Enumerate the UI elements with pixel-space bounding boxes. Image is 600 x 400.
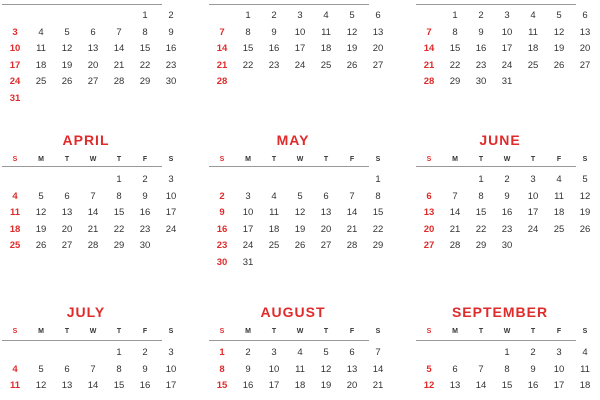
day-cell[interactable]: 25 [553,223,565,235]
day-cell[interactable]: 2 [142,347,148,358]
day-cell[interactable]: 2 [245,347,251,358]
day-cell[interactable]: 14 [113,43,125,54]
day-cell[interactable]: 14 [346,207,358,218]
weekday-label: S [168,156,174,163]
month-divider [416,166,576,167]
day-cell[interactable]: 23 [475,59,487,71]
day-cell[interactable]: 9 [168,26,174,38]
weekday-label: M [452,156,458,163]
day-cell[interactable]: 22 [242,59,254,71]
day-cell[interactable]: 16 [527,380,539,391]
day-cell[interactable]: 8 [478,190,484,202]
day-cell[interactable]: 15 [139,43,151,54]
day-cell[interactable]: 17 [242,223,254,235]
day-cell[interactable]: 15 [216,380,228,391]
month-divider [2,166,162,167]
weekday-label: S [426,328,432,335]
day-cell[interactable]: 19 [553,43,565,54]
day-cell[interactable]: 15 [475,207,487,218]
day-cell[interactable]: 7 [426,26,432,38]
day-cell[interactable]: 1 [245,10,251,21]
day-cell[interactable]: 20 [579,43,591,54]
day-cell[interactable]: 15 [372,207,384,218]
day-cell[interactable]: 13 [372,26,384,38]
day-cell[interactable]: 14 [216,43,228,54]
day-cell[interactable]: 25 [320,59,332,71]
weekday-label: M [38,328,44,335]
weekday-label: W [89,328,97,335]
day-cell[interactable]: 14 [87,207,99,218]
day-cell[interactable]: 13 [423,207,435,218]
day-cell[interactable]: 28 [216,76,228,87]
day-cell[interactable]: 10 [268,363,280,375]
day-cell[interactable]: 7 [452,190,458,202]
day-cell[interactable]: 31 [9,92,21,104]
day-cell[interactable]: 30 [501,240,513,251]
weekday-label: F [349,156,355,163]
weekday-label: S [375,156,381,163]
day-cell[interactable]: 16 [475,43,487,54]
day-cell[interactable]: 25 [9,240,21,251]
day-cell[interactable]: 26 [579,223,591,235]
day-cell[interactable]: 5 [426,363,432,375]
day-cell[interactable]: 5 [38,363,44,375]
weekday-label: T [64,156,70,163]
day-cell[interactable]: 29 [372,240,384,251]
day-cell[interactable]: 12 [346,26,358,38]
day-cell[interactable]: 3 [271,347,277,358]
weekday-label: S [12,328,18,335]
day-cell[interactable]: 20 [61,223,73,235]
day-cell[interactable]: 12 [35,380,47,391]
day-cell[interactable]: 20 [423,223,435,235]
day-cell[interactable]: 24 [165,223,177,235]
day-cell[interactable]: 3 [168,174,174,185]
day-cell[interactable]: 7 [349,190,355,202]
day-cell[interactable]: 14 [423,43,435,54]
day-cell[interactable]: 2 [504,174,510,185]
day-cell[interactable]: 29 [475,240,487,251]
day-cell[interactable]: 5 [64,26,70,38]
day-cell[interactable]: 1 [478,174,484,185]
day-cell[interactable]: 9 [504,190,510,202]
weekday-label: T [64,328,70,335]
weekday-label: F [349,328,355,335]
month-divider [416,4,576,5]
day-cell[interactable]: 19 [35,223,47,235]
day-cell[interactable]: 13 [320,207,332,218]
day-cell[interactable]: 16 [139,380,151,391]
day-cell[interactable]: 7 [90,363,96,375]
day-cell[interactable]: 15 [501,380,513,391]
day-cell[interactable]: 22 [372,223,384,235]
day-cell[interactable]: 28 [113,76,125,87]
day-cell[interactable]: 14 [475,380,487,391]
day-cell[interactable]: 9 [245,363,251,375]
day-cell[interactable]: 12 [320,363,332,375]
day-cell[interactable]: 28 [87,240,99,251]
day-cell[interactable]: 22 [113,223,125,235]
day-cell[interactable]: 10 [527,190,539,202]
day-cell[interactable]: 7 [219,26,225,38]
day-cell[interactable]: 6 [375,10,381,21]
day-cell[interactable]: 31 [501,76,513,87]
day-cell[interactable]: 18 [320,43,332,54]
day-cell[interactable]: 13 [579,26,591,38]
day-cell[interactable]: 5 [38,190,44,202]
weekday-label: T [478,156,484,163]
month-title: JULY [66,304,106,320]
day-cell[interactable]: 3 [556,347,562,358]
day-cell[interactable]: 11 [295,363,305,375]
day-cell[interactable]: 25 [35,76,47,87]
day-cell[interactable]: 1 [219,347,225,358]
day-cell[interactable]: 6 [426,190,432,202]
day-cell[interactable]: 4 [12,363,18,375]
weekday-label: F [556,328,562,335]
day-cell[interactable]: 8 [116,190,122,202]
day-cell[interactable]: 7 [375,347,381,358]
day-cell[interactable]: 2 [478,10,484,21]
day-cell[interactable]: 13 [449,380,461,391]
day-cell[interactable]: 16 [139,207,151,218]
weekday-label: T [271,328,277,335]
weekday-label: F [142,328,148,335]
weekday-label: T [323,156,329,163]
weekday-label: S [219,156,225,163]
weekday-label: W [89,156,97,163]
day-cell[interactable]: 19 [61,59,73,71]
day-cell[interactable]: 24 [9,76,21,87]
day-cell[interactable]: 16 [242,380,254,391]
day-cell[interactable]: 5 [556,10,562,21]
day-cell[interactable]: 17 [165,380,177,391]
day-cell[interactable]: 4 [38,26,44,38]
day-cell[interactable]: 2 [271,10,277,21]
day-cell[interactable]: 17 [527,207,539,218]
day-cell[interactable]: 7 [90,190,96,202]
day-cell[interactable]: 8 [504,363,510,375]
day-cell[interactable]: 26 [61,76,73,87]
day-cell[interactable]: 16 [268,43,280,54]
day-cell[interactable]: 22 [475,223,487,235]
day-cell[interactable]: 9 [271,26,277,38]
day-cell[interactable]: 16 [216,223,228,235]
weekday-label: W [503,156,511,163]
day-cell[interactable]: 10 [294,26,306,38]
day-cell[interactable]: 20 [372,43,384,54]
day-cell[interactable]: 14 [449,207,461,218]
month-divider [416,340,576,341]
day-cell[interactable]: 16 [501,207,513,218]
day-cell[interactable]: 16 [165,43,177,54]
day-cell[interactable]: 17 [268,380,280,391]
day-cell[interactable]: 3 [297,10,303,21]
day-cell[interactable]: 9 [478,26,484,38]
day-cell[interactable]: 19 [579,207,591,218]
day-cell[interactable]: 27 [87,76,99,87]
weekday-label: S [168,328,174,335]
day-cell[interactable]: 13 [87,43,99,54]
day-cell[interactable]: 6 [582,10,588,21]
day-cell[interactable]: 12 [61,43,73,54]
day-cell[interactable]: 10 [553,363,565,375]
weekday-label: T [116,328,122,335]
day-cell[interactable]: 14 [372,363,384,375]
day-cell[interactable]: 21 [113,59,125,71]
day-cell[interactable]: 1 [452,10,458,21]
day-cell[interactable]: 15 [242,43,254,54]
day-cell[interactable]: 11 [528,26,538,38]
day-cell[interactable]: 19 [320,380,332,391]
day-cell[interactable]: 18 [294,380,306,391]
day-cell[interactable]: 15 [449,43,461,54]
day-cell[interactable]: 6 [90,26,96,38]
day-cell[interactable]: 9 [142,190,148,202]
weekday-label: M [38,156,44,163]
day-cell[interactable]: 12 [35,207,47,218]
day-cell[interactable]: 11 [554,190,564,202]
month-divider [209,166,369,167]
day-cell[interactable]: 13 [61,207,73,218]
day-cell[interactable]: 4 [297,347,303,358]
day-cell[interactable]: 10 [165,190,177,202]
day-cell[interactable]: 5 [323,347,329,358]
day-cell[interactable]: 28 [423,76,435,87]
weekday-label: F [142,156,148,163]
day-cell[interactable]: 10 [501,26,513,38]
day-cell[interactable]: 23 [139,223,151,235]
day-cell[interactable]: 21 [423,59,435,71]
weekday-label: M [452,328,458,335]
day-cell[interactable]: 17 [501,43,513,54]
weekday-label: S [582,156,588,163]
day-cell[interactable]: 13 [346,363,358,375]
month-title: MAY [276,132,310,148]
month-divider [2,4,162,5]
day-cell[interactable]: 23 [268,59,280,71]
day-cell[interactable]: 2 [142,174,148,185]
day-cell[interactable]: 29 [139,76,151,87]
day-cell[interactable]: 10 [165,363,177,375]
day-cell[interactable]: 20 [346,380,358,391]
day-cell[interactable]: 9 [530,363,536,375]
day-cell[interactable]: 12 [553,26,565,38]
day-cell[interactable]: 2 [219,190,225,202]
weekday-label: T [323,328,329,335]
month-title: JUNE [479,132,521,148]
day-cell[interactable]: 10 [9,43,21,54]
day-cell[interactable]: 15 [113,207,125,218]
day-cell[interactable]: 4 [582,347,588,358]
day-cell[interactable]: 5 [297,190,303,202]
weekday-label: S [12,156,18,163]
day-cell[interactable]: 11 [580,363,590,375]
day-cell[interactable]: 26 [346,59,358,71]
day-cell[interactable]: 30 [216,256,228,268]
day-cell[interactable]: 4 [323,10,329,21]
day-cell[interactable]: 24 [294,59,306,71]
day-cell[interactable]: 27 [372,59,384,71]
weekday-label: W [503,328,511,335]
day-cell[interactable]: 5 [349,10,355,21]
day-cell[interactable]: 9 [219,207,225,218]
day-cell[interactable]: 4 [271,190,277,202]
month-divider [2,340,162,341]
weekday-label: W [296,328,304,335]
day-cell[interactable]: 17 [553,380,565,391]
day-cell[interactable]: 11 [36,43,46,54]
day-cell[interactable]: 13 [61,380,73,391]
day-cell[interactable]: 21 [87,223,99,235]
day-cell[interactable]: 5 [582,174,588,185]
day-cell[interactable]: 8 [245,26,251,38]
day-cell[interactable]: 29 [113,240,125,251]
day-cell[interactable]: 18 [9,223,21,235]
day-cell[interactable]: 22 [449,59,461,71]
day-cell[interactable]: 24 [527,223,539,235]
day-cell[interactable]: 20 [320,223,332,235]
day-cell[interactable]: 28 [449,240,461,251]
day-cell[interactable]: 30 [139,240,151,251]
weekday-label: T [271,156,277,163]
month-divider [209,4,369,5]
day-cell[interactable]: 21 [372,380,384,391]
day-cell[interactable]: 17 [165,207,177,218]
day-cell[interactable]: 1 [116,174,122,185]
day-cell[interactable]: 19 [294,223,306,235]
weekday-label: S [375,328,381,335]
day-cell[interactable]: 18 [527,43,539,54]
day-cell[interactable]: 8 [116,363,122,375]
day-cell[interactable]: 3 [12,26,18,38]
day-cell[interactable]: 6 [64,190,70,202]
weekday-label: T [116,156,122,163]
day-cell[interactable]: 27 [423,240,435,251]
day-cell[interactable]: 1 [116,347,122,358]
weekday-label: T [530,156,536,163]
weekday-label: T [530,328,536,335]
weekday-label: S [582,328,588,335]
day-cell[interactable]: 4 [530,10,536,21]
day-cell[interactable]: 3 [504,10,510,21]
day-cell[interactable]: 11 [9,380,21,391]
day-cell[interactable]: 27 [320,240,332,251]
day-cell[interactable]: 15 [113,380,125,391]
day-cell[interactable]: 9 [142,363,148,375]
day-cell[interactable]: 27 [61,240,73,251]
day-cell[interactable]: 11 [269,207,279,218]
day-cell[interactable]: 26 [294,240,306,251]
weekday-label: S [219,328,225,335]
day-cell[interactable]: 29 [449,76,461,87]
day-cell[interactable]: 20 [87,59,99,71]
day-cell[interactable]: 12 [423,380,435,391]
day-cell[interactable]: 11 [9,207,21,218]
weekday-label: W [296,156,304,163]
day-cell[interactable]: 24 [242,240,254,251]
day-cell[interactable]: 1 [504,347,510,358]
day-cell[interactable]: 25 [527,59,539,71]
day-cell[interactable]: 6 [349,347,355,358]
day-cell[interactable]: 27 [579,59,591,71]
day-cell[interactable]: 3 [530,174,536,185]
day-cell[interactable]: 12 [579,190,591,202]
day-cell[interactable]: 14 [87,380,99,391]
day-cell[interactable]: 18 [579,380,591,391]
day-cell[interactable]: 6 [452,363,458,375]
weekday-label: F [556,156,562,163]
day-cell[interactable]: 23 [216,240,228,251]
day-cell[interactable]: 18 [268,223,280,235]
day-cell[interactable]: 8 [375,190,381,202]
day-cell[interactable]: 26 [35,240,47,251]
day-cell[interactable]: 8 [452,26,458,38]
day-cell[interactable]: 1 [142,10,148,21]
day-cell[interactable]: 24 [501,59,513,71]
month-title: APRIL [62,132,110,148]
day-cell[interactable]: 30 [165,76,177,87]
day-cell[interactable]: 3 [245,190,251,202]
month-title: AUGUST [260,304,326,320]
day-cell[interactable]: 17 [9,59,21,71]
day-cell[interactable]: 31 [242,256,254,268]
day-cell[interactable]: 19 [346,43,358,54]
day-cell[interactable]: 8 [142,26,148,38]
day-cell[interactable]: 6 [64,363,70,375]
day-cell[interactable]: 4 [556,174,562,185]
day-cell[interactable]: 11 [321,26,331,38]
day-cell[interactable]: 17 [294,43,306,54]
day-cell[interactable]: 18 [35,59,47,71]
day-cell[interactable]: 18 [553,207,565,218]
weekday-label: S [426,156,432,163]
day-cell[interactable]: 8 [219,363,225,375]
day-cell[interactable]: 21 [346,223,358,235]
weekday-label: M [245,328,251,335]
day-cell[interactable]: 2 [168,10,174,21]
day-cell[interactable]: 21 [216,59,228,71]
day-cell[interactable]: 28 [346,240,358,251]
day-cell[interactable]: 7 [478,363,484,375]
weekday-label: M [245,156,251,163]
day-cell[interactable]: 3 [168,347,174,358]
month-divider [209,340,369,341]
weekday-label: T [478,328,484,335]
day-cell[interactable]: 21 [449,223,461,235]
day-cell[interactable]: 1 [375,174,381,185]
day-cell[interactable]: 12 [294,207,306,218]
day-cell[interactable]: 22 [139,59,151,71]
day-cell[interactable]: 23 [165,59,177,71]
day-cell[interactable]: 23 [501,223,513,235]
day-cell[interactable]: 30 [475,76,487,87]
day-cell[interactable]: 2 [530,347,536,358]
day-cell[interactable]: 10 [242,207,254,218]
day-cell[interactable]: 26 [553,59,565,71]
month-title: SEPTEMBER [451,304,549,320]
day-cell[interactable]: 4 [12,190,18,202]
day-cell[interactable]: 7 [116,26,122,38]
day-cell[interactable]: 25 [268,240,280,251]
day-cell[interactable]: 6 [323,190,329,202]
